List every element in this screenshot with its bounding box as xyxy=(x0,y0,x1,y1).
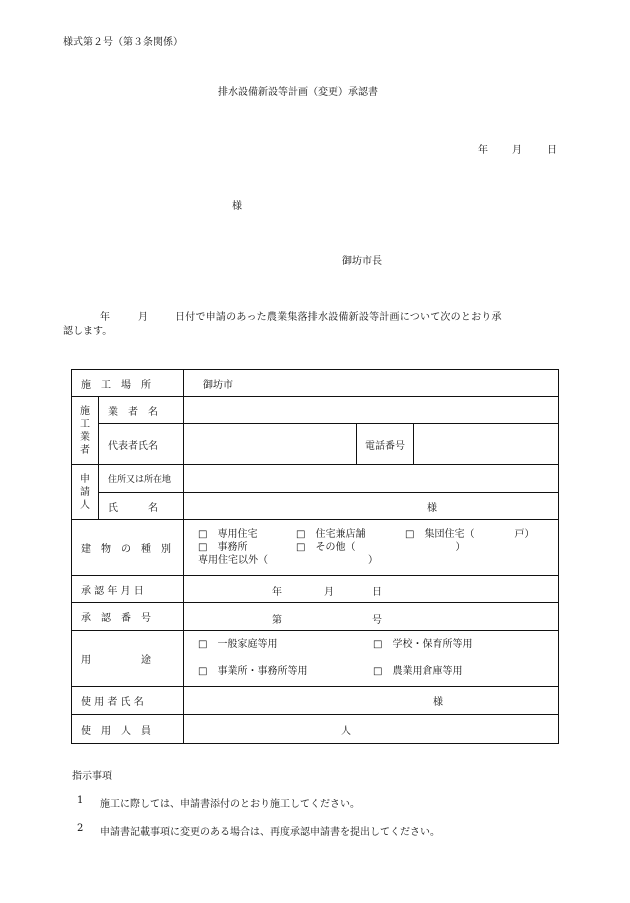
date-day: 日 xyxy=(547,145,557,156)
document-title: 排水設備新設等計画（変更）承認書 xyxy=(218,87,378,98)
approval-form-table xyxy=(71,369,559,744)
checkbox-housing-with-shop[interactable]: □ 住宅兼店舗 xyxy=(296,529,366,540)
checkbox-dedicated-housing[interactable]: □ 専用住宅 xyxy=(198,529,258,540)
representative-label: 代表者氏名 xyxy=(99,424,184,465)
date-year: 年 xyxy=(478,145,488,156)
instruction-text: 申請書記載事項に変更のある場合は、再度承認申請書を提出してください。 xyxy=(100,827,440,838)
applicant-name-suffix: 様 xyxy=(427,502,437,514)
instruction-number: 2 xyxy=(77,823,84,834)
use-label: 用 途 xyxy=(72,631,184,687)
user-name-label: 使 用 者 氏 名 xyxy=(72,687,184,715)
user-count-field[interactable] xyxy=(184,715,559,744)
approval-month: 月 xyxy=(324,587,334,598)
checkbox-office[interactable]: □ 事務所 xyxy=(198,542,248,553)
approval-date-label: 承 認 年 月 日 xyxy=(72,576,184,603)
building-type-label: 建 物 の 種 別 xyxy=(72,520,184,576)
checkbox-collective-housing[interactable]: □ 集団住宅（ 戸） xyxy=(405,529,535,540)
applicant-name-field[interactable] xyxy=(184,493,559,520)
user-name-suffix: 様 xyxy=(433,697,443,708)
date-month: 月 xyxy=(512,145,522,156)
instruction-number: 1 xyxy=(77,795,84,806)
site-value: 御坊市 xyxy=(184,370,559,397)
phone-label: 電話番号 xyxy=(357,424,414,465)
approval-day: 日 xyxy=(372,587,382,598)
approval-date-field[interactable] xyxy=(184,576,559,603)
form-number: 様式第２号（第３条関係） xyxy=(63,37,183,48)
intro-year: 年 xyxy=(100,312,110,323)
intro-month: 月 xyxy=(138,312,148,323)
instructions-heading: 指示事項 xyxy=(72,771,112,782)
address-label: 住所又は所在地 xyxy=(99,465,184,493)
approval-year: 年 xyxy=(272,587,282,598)
checkbox-school-nursery-use[interactable]: □ 学校・保育所等用 xyxy=(373,639,473,650)
user-count-suffix: 人 xyxy=(341,725,351,737)
site-label: 施 工 場 所 xyxy=(72,370,184,397)
user-count-label: 使 用 人 員 xyxy=(72,715,184,744)
addressee-suffix: 様 xyxy=(232,201,242,212)
checkbox-household-use[interactable]: □ 一般家庭等用 xyxy=(198,639,278,650)
contractor-name-label: 業 者 名 xyxy=(99,397,184,424)
approval-number-prefix: 第 xyxy=(272,615,282,626)
checkbox-business-office-use[interactable]: □ 事業所・事務所等用 xyxy=(198,666,308,677)
applicant-name-label: 氏 名 xyxy=(99,493,184,520)
checkbox-agricultural-warehouse-use[interactable]: □ 農業用倉庫等用 xyxy=(373,666,463,677)
approval-number-suffix: 号 xyxy=(372,615,382,626)
contractor-name-field[interactable] xyxy=(184,397,559,424)
building-type-options xyxy=(184,520,559,576)
approval-number-field[interactable] xyxy=(184,603,559,631)
checkbox-other[interactable]: □ その他（ ） xyxy=(296,542,466,553)
applicant-group-label: 申 請 人 xyxy=(72,465,99,520)
non-dedicated-housing-line: 専用住宅以外（ ） xyxy=(198,555,378,566)
contractor-group-label: 施 工 業 者 xyxy=(72,397,99,465)
representative-field[interactable] xyxy=(184,424,357,465)
approval-number-label: 承 認 番 号 xyxy=(72,603,184,631)
intro-line1: 日付で申請のあった農業集落排水設備新設等計画について次のとおり承 xyxy=(175,312,502,323)
instruction-text: 施工に際しては、申請書添付のとおり施工してください。 xyxy=(100,799,360,810)
user-name-field[interactable] xyxy=(184,687,559,715)
use-options xyxy=(184,631,559,687)
issuer: 御坊市長 xyxy=(342,256,382,267)
intro-line2: 認します。 xyxy=(63,326,113,337)
address-field[interactable] xyxy=(184,465,559,493)
phone-field[interactable] xyxy=(414,424,559,465)
